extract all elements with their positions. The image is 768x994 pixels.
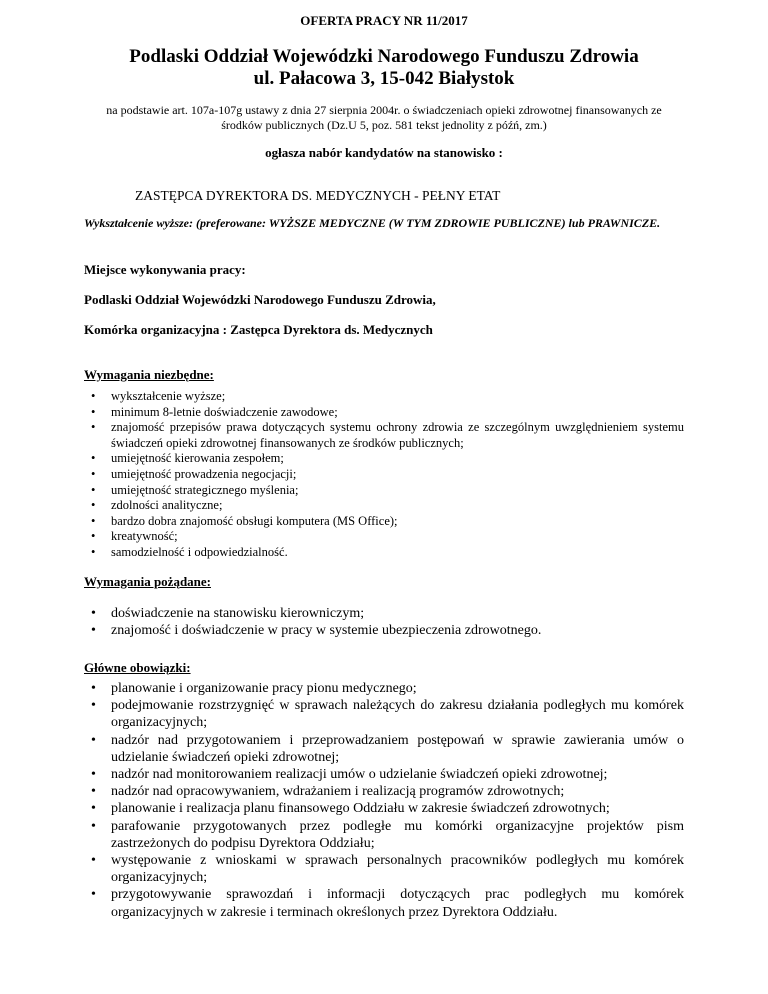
list-item: • zdolności analityczne;	[84, 498, 684, 514]
workplace-label: Miejsce wykonywania pracy:	[84, 262, 246, 277]
education-requirement: Wykształcenie wyższe: (preferowane: WYŻSZE MEDYCZNE (W TYM ZDROWIE PUBLICZNE) lub PRAWNICZE.	[84, 216, 661, 230]
legal-basis	[84, 103, 684, 133]
legal-basis-line: środków publicznych (Dz.U 5, poz. 581 tekst jednolity z późń, zm.)	[221, 118, 547, 132]
offer-title: OFERTA PRACY NR 11/2017	[300, 13, 468, 28]
list-item: • znajomość i doświadczenie w pracy w systemie ubezpieczenia zdrowotnego.	[84, 622, 684, 639]
desired-list	[84, 605, 684, 639]
list-item: • występowanie z wnioskami w sprawach personalnych pracowników podległych mu komórek organizacyjnych;	[84, 852, 684, 886]
list-item: • minimum 8-letnie doświadczenie zawodowe;	[84, 405, 684, 421]
organization-name	[0, 46, 768, 90]
required-heading: Wymagania niezbędne:	[84, 367, 214, 382]
list-item: • samodzielność i odpowiedzialność.	[84, 545, 684, 561]
position-title: ZASTĘPCA DYREKTORA DS. MEDYCZNYCH - PEŁNY ETAT	[135, 188, 501, 203]
list-item: • doświadczenie na stanowisku kierowniczym;	[84, 605, 684, 622]
desired-heading: Wymagania pożądane:	[84, 574, 211, 589]
list-item: • nadzór nad opracowywaniem, wdrażaniem i realizacją programów zdrowotnych;	[84, 783, 684, 800]
list-item: • parafowanie przygotowanych przez podległe mu komórki organizacyjne projektów pism zastrzeżonych do podpisu Dyrektora Oddziału;	[84, 818, 684, 852]
organizational-unit: Komórka organizacyjna : Zastępca Dyrektora ds. Medycznych	[84, 322, 433, 337]
list-item: • podejmowanie rozstrzygnięć w sprawach należących do zakresu działania podległych mu komórek organizacyjnych;	[84, 697, 684, 731]
list-item: • planowanie i realizacja planu finansowego Oddziału w zakresie świadczeń zdrowotnych;	[84, 800, 684, 817]
duties-list	[84, 680, 684, 921]
list-item: • bardzo dobra znajomość obsługi komputera (MS Office);	[84, 514, 684, 530]
duties-heading: Główne obowiązki:	[84, 660, 191, 675]
workplace-value: Podlaski Oddział Wojewódzki Narodowego Funduszu Zdrowia,	[84, 292, 436, 307]
list-item: • wykształcenie wyższe;	[84, 389, 684, 405]
list-item: • umiejętność strategicznego myślenia;	[84, 483, 684, 499]
required-list	[84, 389, 684, 561]
announcement: ogłasza nabór kandydatów na stanowisko :	[265, 145, 503, 160]
list-item: • planowanie i organizowanie pracy pionu medycznego;	[84, 680, 684, 697]
list-item: • kreatywność;	[84, 529, 684, 545]
list-item: • umiejętność prowadzenia negocjacji;	[84, 467, 684, 483]
organization-name-line: Podlaski Oddział Wojewódzki Narodowego Funduszu Zdrowia	[129, 46, 639, 67]
list-item: • nadzór nad monitorowaniem realizacji umów o udzielanie świadczeń opieki zdrowotnej;	[84, 766, 684, 783]
organization-address-line: ul. Pałacowa 3, 15-042 Białystok	[253, 68, 515, 89]
list-item: • umiejętność kierowania zespołem;	[84, 451, 684, 467]
legal-basis-line: na podstawie art. 107a-107g ustawy z dnia 27 sierpnia 2004r. o świadczeniach opieki zdrowotnej finansowanych ze	[106, 103, 662, 117]
list-item: • przygotowywanie sprawozdań i informacji dotyczących prac podległych mu komórek organizacyjnych w zakresie i terminach określonych przez Dyrektora Oddziału.	[84, 886, 684, 920]
list-item: • nadzór nad przygotowaniem i przeprowadzaniem postępowań w sprawie zawierania umów o udzielanie świadczeń opieki zdrowotnej;	[84, 732, 684, 766]
list-item: • znajomość przepisów prawa dotyczących systemu ochrony zdrowia ze szczególnym uwzględnieniem systemu świadczeń opieki zdrowotnej finansowanych ze środków publicznych;	[84, 420, 684, 451]
